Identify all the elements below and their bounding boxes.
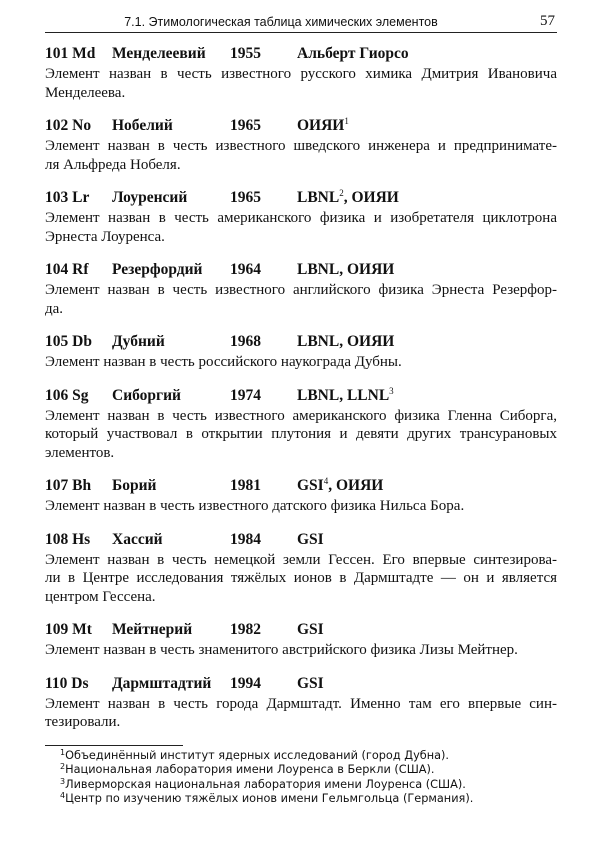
- description-line: Элемент назван в честь известного американского физика Гленна Сиборга,: [45, 407, 557, 424]
- description-line: Менделеева.: [45, 84, 126, 101]
- description-line: Элемент назван в честь города Дармштадт. Именно там его впервые син-: [45, 695, 557, 712]
- element-name: Хассий: [112, 530, 163, 548]
- entry-heading: [45, 259, 557, 281]
- footnote-number: 2: [60, 762, 66, 771]
- discoverer: [297, 529, 332, 551]
- discovery-year: 1994: [230, 674, 261, 692]
- footnote: [60, 778, 600, 793]
- footnote-text: Центр по изучению тяжёлых ионов имени Гельмгольца (Германия).: [65, 792, 474, 805]
- entry-heading: [45, 385, 557, 407]
- description-line: Элемент назван в честь американского физика и изобретателя циклотрона: [45, 210, 557, 226]
- discoverer-name: ОИЯИ: [297, 117, 345, 134]
- element-entry: [45, 187, 557, 246]
- element-number-symbol: 110 Ds: [45, 674, 89, 692]
- entries-list: [45, 43, 557, 732]
- element-name: Сиборгий: [112, 386, 181, 404]
- footnotes: [60, 749, 600, 817]
- footnote: [60, 749, 600, 764]
- discoverer: [297, 187, 407, 209]
- discoverer-name: LBNL, ОИЯИ: [297, 333, 395, 350]
- description-line: Элемент назван в честь известного шведского инженера и предпринимате-: [45, 138, 557, 154]
- discoverer-extra: , ОИЯИ: [343, 189, 399, 206]
- discovery-year: 1974: [230, 386, 261, 404]
- entry-heading: [45, 115, 557, 137]
- element-entry: [45, 529, 557, 607]
- footnote-number: 1: [60, 747, 66, 757]
- discovery-year: 1984: [230, 530, 261, 548]
- footnote: [60, 792, 600, 807]
- discoverer-name: LBNL, LLNL: [297, 386, 390, 404]
- discoverer: [297, 385, 402, 407]
- footnote-rule: [45, 745, 183, 746]
- description-line: Элемент назван в честь известного русского химика Дмитрия Ивановича: [45, 66, 557, 82]
- entry-heading: [45, 529, 557, 551]
- discoverer: [297, 115, 357, 137]
- element-name: Резерфордий: [112, 261, 203, 278]
- element-entry: [45, 673, 557, 732]
- discoverer-name: LBNL, ОИЯИ: [297, 261, 395, 278]
- discoverer: [297, 331, 402, 353]
- discoverer: [297, 673, 332, 695]
- element-name: Дармштадтий: [112, 674, 212, 692]
- discoverer-extra: , ОИЯИ: [328, 477, 384, 494]
- description-line: ля Альфреда Нобеля.: [45, 156, 181, 173]
- discovery-year: 1965: [230, 117, 261, 134]
- element-number-symbol: 102 No: [45, 117, 92, 134]
- footnote-ref: 4: [323, 476, 329, 486]
- element-entry: [45, 259, 557, 318]
- description-line: который участвовал в открытии плутония и девяти других трансурановых: [45, 426, 557, 442]
- element-name: Борий: [112, 477, 157, 494]
- entry-heading: [45, 619, 557, 641]
- discoverer: [297, 259, 402, 281]
- footnote-ref: 2: [339, 188, 344, 198]
- entry-heading: [45, 187, 557, 209]
- element-name: Нобелий: [112, 117, 173, 134]
- discovery-year: 1964: [230, 261, 261, 278]
- discoverer-name: GSI: [297, 530, 324, 548]
- element-number-symbol: 103 Lr: [45, 189, 90, 206]
- element-entry: [45, 619, 557, 660]
- element-number-symbol: 107 Bh: [45, 477, 92, 494]
- footnote-ref: 3: [389, 385, 394, 396]
- discoverer: [297, 43, 417, 65]
- element-name: Мейтнерий: [112, 621, 193, 638]
- discoverer-name: Альберт Гиорсо: [297, 45, 409, 62]
- description-line: Элемент назван в честь немецкой земли Гессен. Его впервые синтезирова-: [45, 551, 557, 568]
- discovery-year: 1968: [230, 333, 261, 350]
- running-header: [45, 14, 557, 33]
- footnote-text: Объединённый институт ядерных исследований (город Дубна).: [65, 748, 450, 762]
- footnote-number: 3: [60, 776, 66, 786]
- element-number-symbol: 105 Db: [45, 333, 92, 350]
- element-name: Менделеевий: [112, 45, 206, 62]
- page-number: 57: [540, 13, 555, 29]
- entry-heading: [45, 475, 557, 497]
- discoverer-name: LBNL: [297, 189, 340, 206]
- element-number-symbol: 101 Md: [45, 45, 96, 62]
- element-number-symbol: 109 Mt: [45, 621, 92, 638]
- element-entry: [45, 385, 557, 463]
- element-name: Лоуренсий: [112, 189, 188, 206]
- footnote-number: 4: [60, 791, 66, 800]
- footnote-text: Ливерморская национальная лаборатория имени Лоуренса (США).: [65, 777, 466, 791]
- description-line: Элемент назван в честь известного датского физика Нильса Бора.: [45, 498, 465, 514]
- element-number-symbol: 106 Sg: [45, 386, 89, 404]
- element-number-symbol: 104 Rf: [45, 261, 89, 278]
- element-number-symbol: 108 Hs: [45, 530, 91, 548]
- description-line: Эрнеста Лоуренса.: [45, 228, 165, 245]
- discoverer: [297, 475, 391, 497]
- description-line: да.: [45, 300, 64, 317]
- description-line: ли в Центре исследования тяжёлых ионов в Дармштадте — он и является: [45, 570, 557, 586]
- element-entry: [45, 331, 557, 372]
- description-line: Элемент назван в честь российского наукограда Дубны.: [45, 354, 402, 370]
- discoverer-name: GSI: [297, 621, 324, 638]
- description-line: Элемент назван в честь знаменитого австрийского физика Лизы Мейтнер.: [45, 642, 518, 658]
- discovery-year: 1955: [230, 45, 261, 62]
- discovery-year: 1965: [230, 189, 261, 206]
- entry-heading: [45, 331, 557, 353]
- element-name: Дубний: [112, 333, 165, 350]
- description-line: центром Гессена.: [45, 588, 156, 605]
- footnote-text: Национальная лаборатория имени Лоуренса в Беркли (США).: [65, 763, 435, 776]
- discoverer-name: GSI: [297, 477, 324, 494]
- description-line: элементов.: [45, 444, 115, 461]
- discoverer: [297, 619, 332, 641]
- discovery-year: 1982: [230, 621, 261, 638]
- element-entry: [45, 43, 557, 102]
- description-line: Элемент назван в честь известного английского физика Эрнеста Резерфор-: [45, 282, 557, 298]
- element-entry: [45, 475, 557, 516]
- element-entry: [45, 115, 557, 174]
- entry-heading: [45, 673, 557, 695]
- footnote: [60, 763, 600, 778]
- header-title: 7.1. Этимологическая таблица химических элементов: [124, 15, 438, 29]
- description-line: тезировали.: [45, 714, 121, 730]
- footnote-ref: 1: [344, 116, 349, 126]
- entry-heading: [45, 43, 557, 65]
- discoverer-name: GSI: [297, 674, 324, 692]
- discovery-year: 1981: [230, 477, 261, 494]
